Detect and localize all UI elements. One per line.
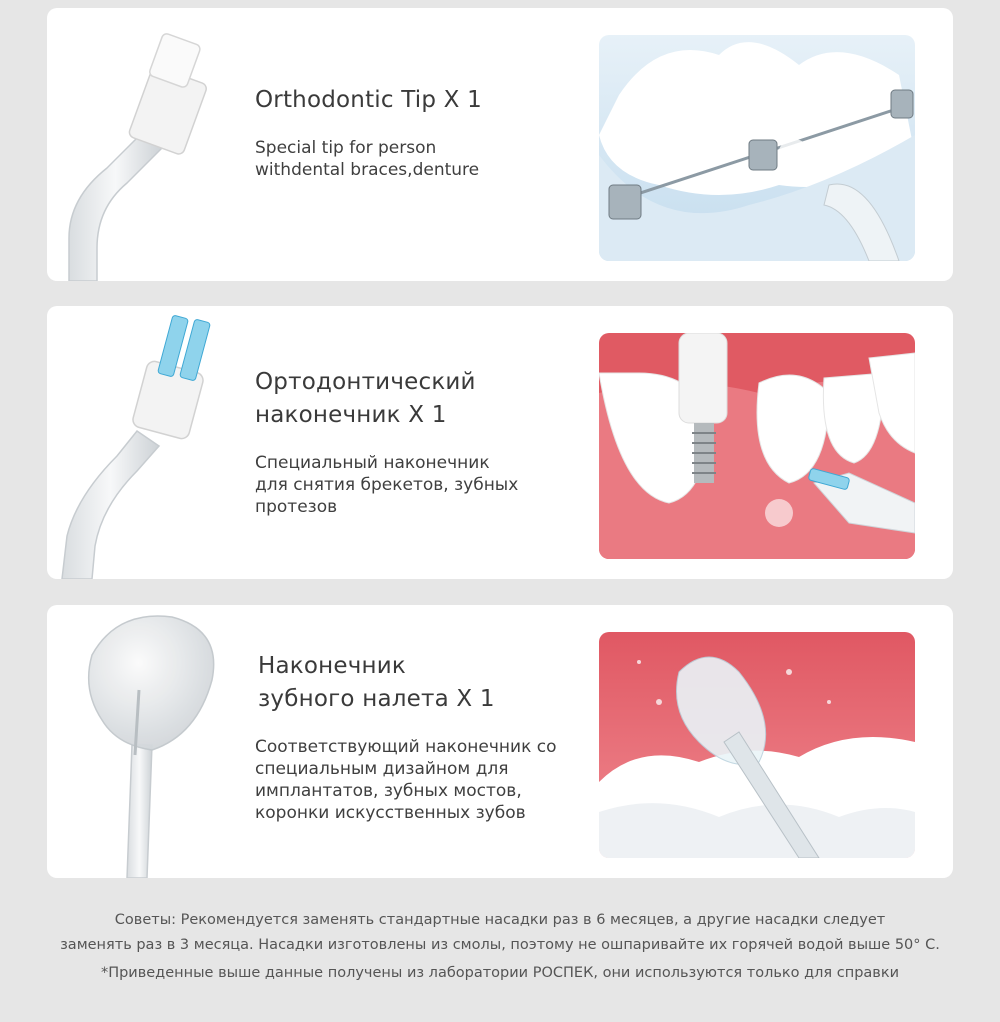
card-description-line: withdental braces,denture bbox=[255, 160, 480, 180]
card-description-line: для снятия брекетов, зубных bbox=[255, 475, 519, 495]
card-description-line: имплантатов, зубных мостов, bbox=[255, 781, 522, 801]
product-card-brush-tip bbox=[47, 306, 953, 579]
footer-notes bbox=[0, 908, 1000, 986]
card-description-line: Специальный наконечник bbox=[255, 453, 490, 473]
plaque-tip-icon bbox=[47, 605, 247, 878]
card-description bbox=[255, 452, 595, 518]
card-title-line: Orthodontic Tip X 1 bbox=[255, 87, 482, 113]
footer-tips-line: заменять раз в 3 месяца. Насадки изготовлены из смолы, поэтому не ошпаривайте их горячей водой выше 50° C. bbox=[60, 937, 940, 953]
card-title-line: Ортодонтический bbox=[255, 369, 476, 395]
card-description-line: Соответствующий наконечник со bbox=[255, 737, 557, 757]
card-description-line: протезов bbox=[255, 497, 338, 517]
product-card-plaque-tip bbox=[47, 605, 953, 878]
card-title bbox=[255, 366, 595, 432]
card-description-line: Special tip for person bbox=[255, 138, 437, 158]
card-description-line: коронки искусственных зубов bbox=[255, 803, 526, 823]
braces-cleaning-photo bbox=[599, 35, 915, 261]
card-description bbox=[255, 736, 595, 824]
card-title-line: Наконечник bbox=[258, 653, 407, 679]
card-description-line: специальным дизайном для bbox=[255, 759, 509, 779]
plaque-cleaning-photo bbox=[599, 632, 915, 858]
footer-tips-line: Советы: Рекомендуется заменять стандартные насадки раз в 6 месяцев, а другие насадки следует bbox=[114, 912, 886, 928]
card-title-line: зубного налета X 1 bbox=[258, 686, 495, 712]
product-card-orthodontic bbox=[47, 8, 953, 281]
card-title bbox=[255, 84, 595, 117]
implant-cleaning-photo bbox=[599, 333, 915, 559]
card-description bbox=[255, 137, 595, 181]
brush-tip-icon bbox=[47, 306, 247, 579]
card-title-line: наконечник X 1 bbox=[255, 402, 447, 428]
footer-disclaimer: *Приведенные выше данные получены из лаборатории РОСПЕК, они используются только для справки bbox=[100, 965, 900, 981]
card-title bbox=[255, 650, 595, 716]
orthodontic-tip-icon bbox=[47, 8, 247, 281]
